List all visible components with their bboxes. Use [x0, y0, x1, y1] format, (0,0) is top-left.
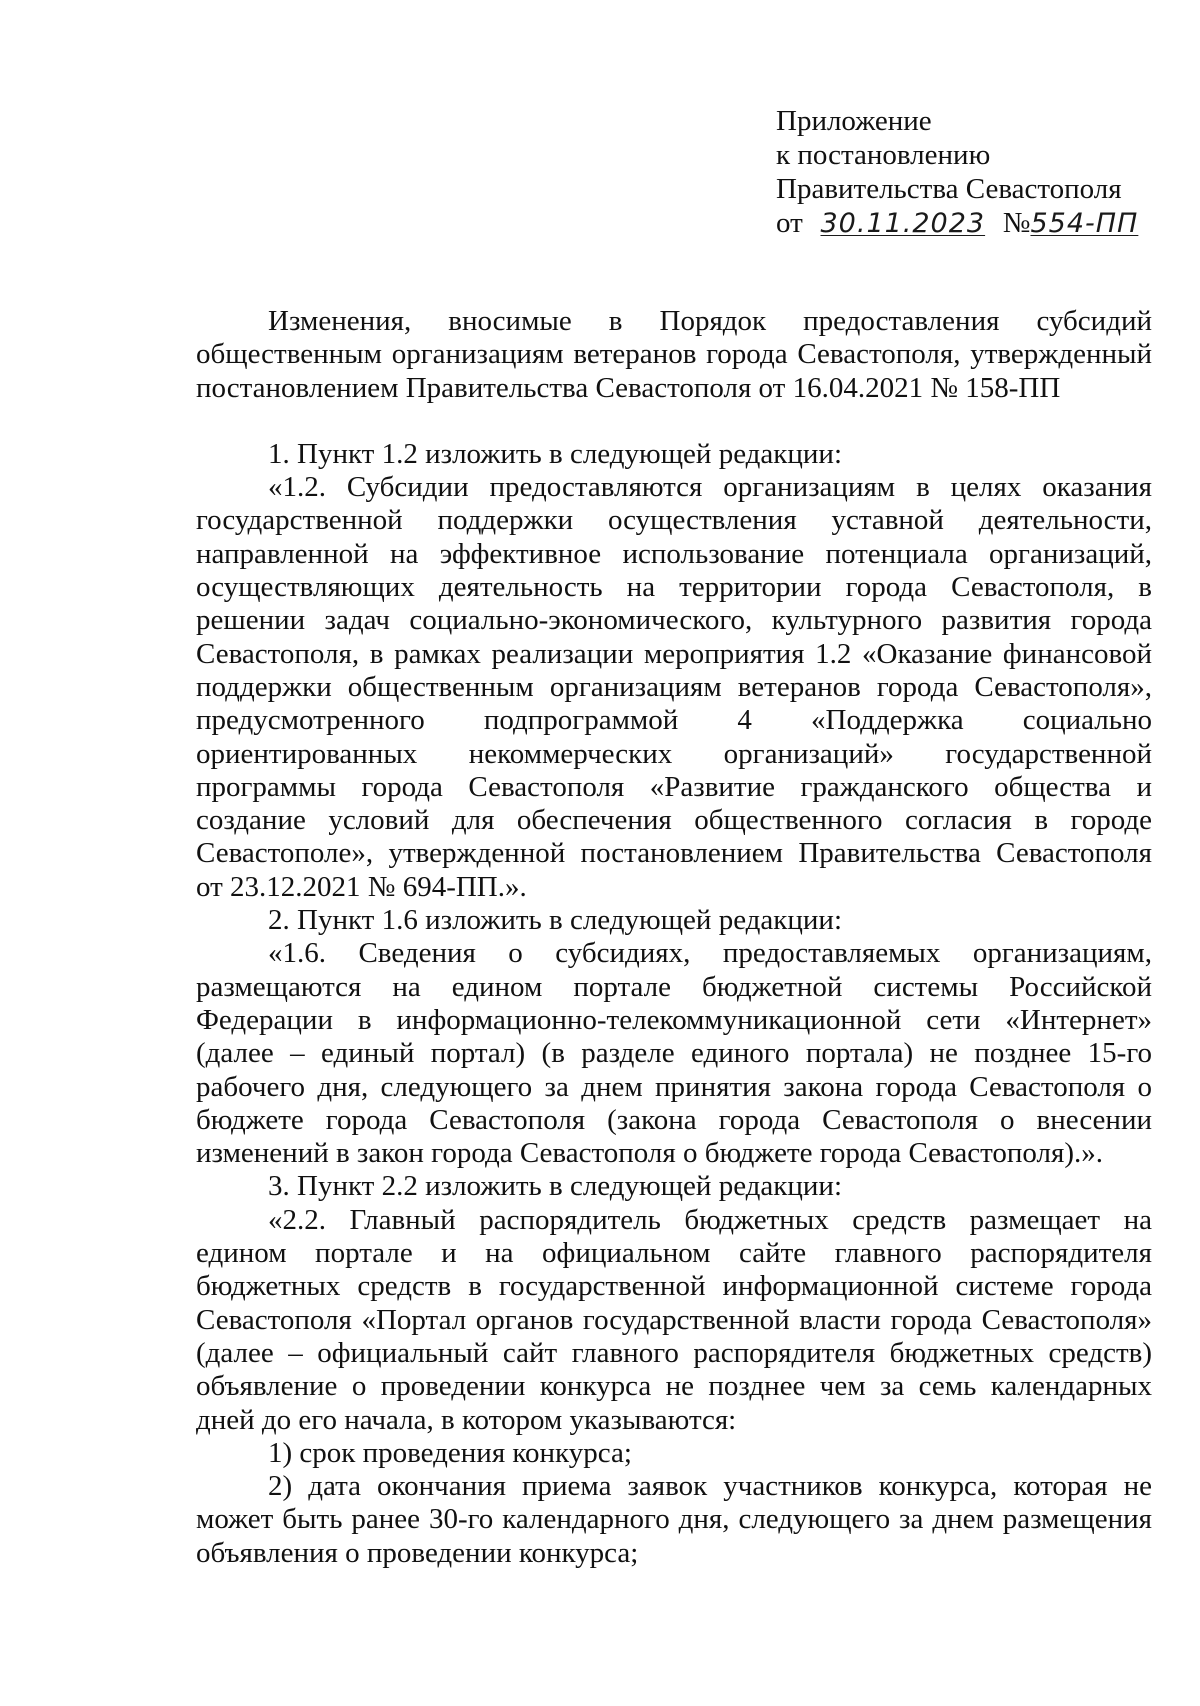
paragraph-7: 1) срок проведения конкурса;	[268, 1436, 632, 1469]
paragraph-1: 1. Пункт 1.2 изложить в следующей редакции:	[268, 437, 843, 470]
handwritten-number: 554-ПП	[1030, 208, 1139, 239]
annex-date-line	[776, 206, 1139, 241]
paragraph-3: 2. Пункт 1.6 изложить в следующей редакции:	[268, 904, 843, 937]
annex-line-1: Приложение	[776, 105, 932, 137]
paragraph-8: 2) дата окончания приема заявок участников конкурса, которая не может быть ранее 30-го календарного дня, следующего за днем размещения объявления о проведении конкурса;	[196, 1470, 1152, 1569]
document-body	[196, 305, 1152, 1570]
handwritten-date: 30.11.2023	[820, 208, 986, 239]
spacer	[196, 405, 1152, 438]
paragraph-6: «2.2. Главный распорядитель бюджетных средств размещает на едином портале и на официальном сайте главного распорядителя бюджетных средств в государственной информационной системе города Севастополя «Портал органов государственной власти города Севастополя» (далее – официальный сайт главного распорядителя бюджетных средств) объявление о проведении конкурса не позднее чем за семь календарных дней до его начала, в котором указываются:	[196, 1203, 1152, 1436]
from-label: от	[776, 207, 803, 239]
paragraph-4: «1.6. Сведения о субсидиях, предоставляемых организациям, размещаются на едином портале бюджетной системы Российской Федерации в информационно-телекоммуникационной сети «Интернет» (далее – единый портал) (в разделе единого портала) не позднее 15-го рабочего дня, следующего за днем принятия закона города Севастополя о бюджете города Севастополя (закона города Севастополя о внесении изменений в закон города Севастополя о бюджете города Севастополя).».	[196, 937, 1152, 1170]
annex-line-3: Правительства Севастополя	[776, 173, 1122, 205]
number-label: №	[1002, 207, 1031, 239]
paragraph-5: 3. Пункт 2.2 изложить в следующей редакции:	[268, 1170, 843, 1203]
annex-block	[776, 104, 1139, 241]
annex-line-2: к постановлению	[776, 139, 991, 171]
paragraph-2: «1.2. Субсидии предоставляются организациям в целях оказания государственной поддержки осуществления уставной деятельности, направленной на эффективное использование потенциала организаций, осуществляющих деятельность на территории города Севастополя, в решении задач социально-экономического, культурного развития города Севастополя, в рамках реализации мероприятия 1.2 «Оказание финансовой поддержки общественным организациям ветеранов города Севастополя», предусмотренного подпрограммой 4 «Поддержка социально ориентированных некоммерческих организаций» государственной программы города Севастополя «Развитие гражданского общества и создание условий для обеспечения общественного согласия в городе Севастополе», утвержденной постановлением Правительства Севастополя от 23.12.2021 № 694-ПП.».	[196, 471, 1152, 903]
document-title: Изменения, вносимые в Порядок предоставления субсидий общественным организациям ветеранов города Севастополя, утвержденный постановлением Правительства Севастополя от 16.04.2021 № 158-ПП	[196, 305, 1152, 404]
